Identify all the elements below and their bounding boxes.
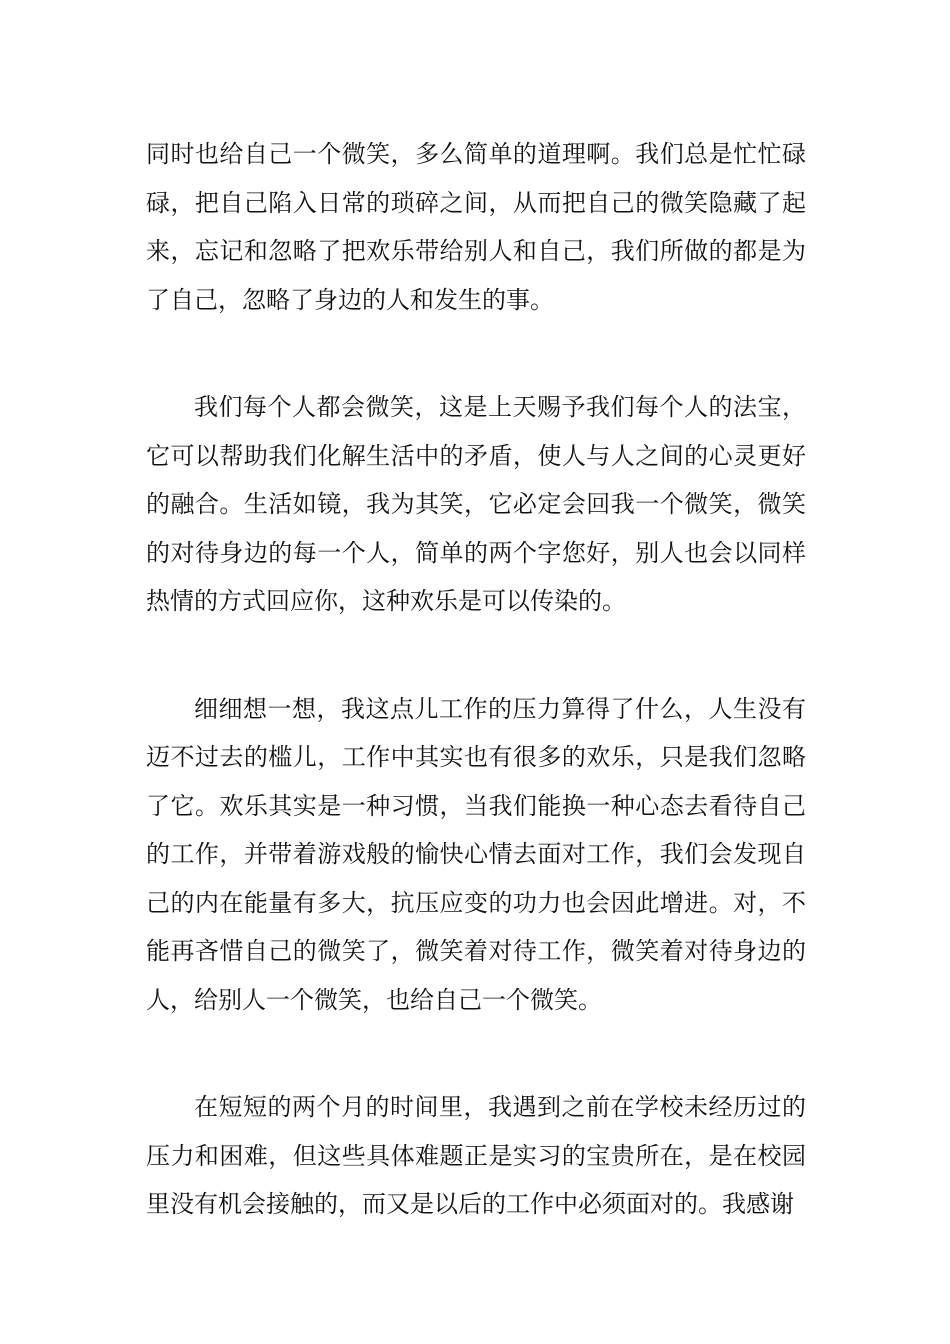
paragraph-continuation: 同时也给自己一个微笑，多么简单的道理啊。我们总是忙忙碌碌，把自己陷入日常的琐碎之间，从而把自己的微笑隐藏了起来，忘记和忽略了把欢乐带给别人和自己，我们所做的都是为了自己，忽略了身边的人和发生的事。 (146, 140, 806, 314)
document-page (146, 130, 806, 1229)
paragraph-work-pressure: 细细想一想，我这点儿工作的压力算得了什么，人生没有迈不过去的槛儿，工作中其实也有很多的欢乐，只是我们忽略了它。欢乐其实是一种习惯，当我们能换一种心态去看待自己的工作，并带着游戏般的愉快心情去面对工作，我们会发现自己的内在能量有多大，抗压应变的功力也会因此增进。对，不能再吝惜自己的微笑了，微笑着对待工作，微笑着对待身边的人，给别人一个微笑，也给自己一个微笑。 (146, 694, 806, 1014)
paragraph-internship: 在短短的两个月的时间里，我遇到之前在学校未经历过的压力和困难，但这些具体难题正是实习的宝贵所在，是在校园里没有机会接触的，而又是以后的工作中必须面对的。我感谢 (146, 1093, 806, 1218)
paragraph-smile-treasure: 我们每个人都会微笑，这是上天赐予我们每个人的法宝，它可以帮助我们化解生活中的矛盾，使人与人之间的心灵更好的融合。生活如镜，我为其笑，它必定会回我一个微笑，微笑的对待身边的每一个人，简单的两个字您好，别人也会以同样热情的方式回应你，这种欢乐是可以传染的。 (146, 393, 806, 615)
